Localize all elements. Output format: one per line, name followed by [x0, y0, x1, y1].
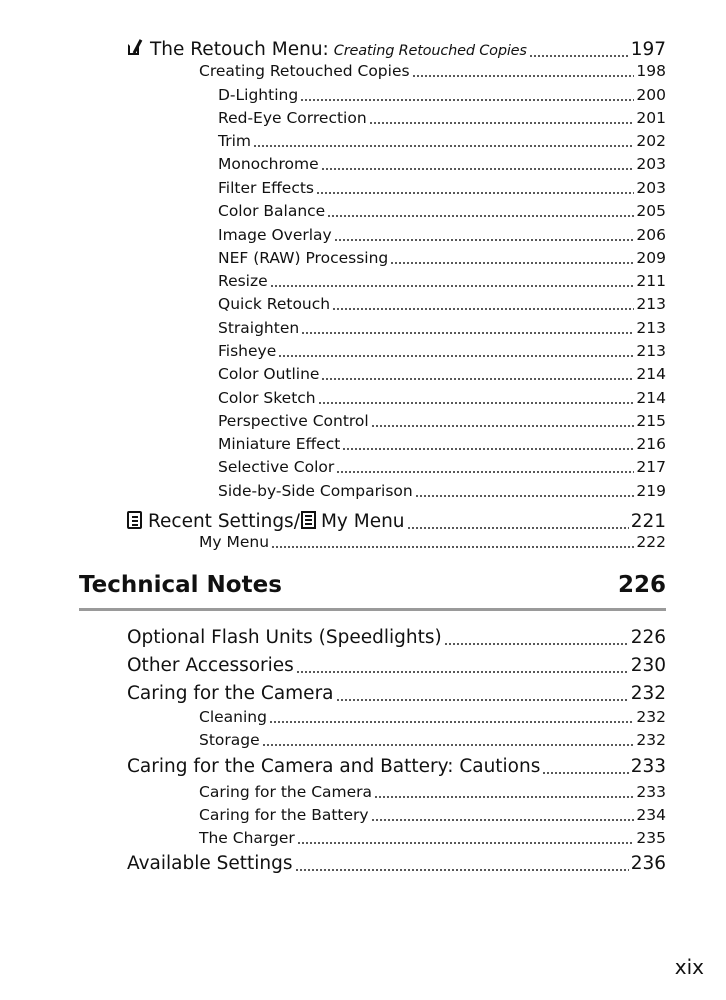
- toc-entry-page: 235: [636, 829, 666, 847]
- toc-entry-page: 233: [630, 756, 666, 777]
- toc-entry-title: Storage: [199, 731, 260, 749]
- toc-entry[interactable]: [218, 181, 666, 197]
- toc-entry[interactable]: [218, 321, 666, 337]
- toc-entry-page: 217: [636, 458, 666, 476]
- dot-leader: [327, 215, 634, 217]
- toc-entry-page: 213: [636, 295, 666, 313]
- toc-entry-title: Filter Effects: [218, 179, 314, 197]
- toc-entry[interactable]: [199, 785, 666, 801]
- toc-entry-page: 206: [636, 226, 666, 244]
- dot-leader: [278, 355, 634, 357]
- toc-entry-title: Miniature Effect: [218, 435, 341, 453]
- dot-leader: [415, 495, 635, 497]
- toc-entry[interactable]: [218, 484, 666, 500]
- dot-leader: [369, 122, 635, 124]
- toc-entry-page: 232: [630, 683, 666, 704]
- toc-entry-title: Perspective Control: [218, 412, 369, 430]
- toc-entry[interactable]: [127, 855, 666, 874]
- toc-entry[interactable]: [218, 367, 666, 383]
- dot-leader: [262, 744, 635, 746]
- dot-leader: [371, 819, 635, 821]
- page-folio: xix: [674, 955, 704, 979]
- toc-entry-page: 215: [636, 412, 666, 430]
- retouch-menu-icon: [127, 40, 144, 57]
- toc-entry-page: 213: [636, 319, 666, 337]
- dot-leader: [336, 471, 634, 473]
- toc-entry[interactable]: [199, 831, 666, 847]
- toc-entry-page: 216: [636, 435, 666, 453]
- toc-entry-title: Straighten: [218, 319, 300, 337]
- dot-leader: [342, 448, 634, 450]
- toc-entry[interactable]: [218, 414, 666, 430]
- toc-entry-title: Fisheye: [218, 342, 277, 360]
- toc-entry[interactable]: [127, 38, 666, 60]
- toc-entry[interactable]: [218, 111, 666, 127]
- toc-entry-page: 200: [636, 86, 666, 104]
- toc-entry-title: Cleaning: [199, 708, 267, 726]
- toc-entry[interactable]: [199, 535, 666, 551]
- dot-leader: [529, 55, 629, 57]
- toc-entry-page: 197: [630, 39, 666, 60]
- toc-entry-page: 219: [636, 482, 666, 500]
- toc-entry-title: Quick Retouch: [218, 295, 331, 313]
- dot-leader: [407, 527, 629, 529]
- dot-leader: [412, 75, 635, 77]
- toc-entry-page: 213: [636, 342, 666, 360]
- toc-entry[interactable]: [218, 157, 666, 173]
- toc-entry-title: Caring for the Camera: [199, 783, 373, 801]
- section-title: Technical Notes: [79, 572, 282, 598]
- toc-entry-page: 214: [636, 389, 666, 407]
- toc-entry-title: D-Lighting: [218, 86, 299, 104]
- toc-entry-page: 221: [630, 511, 666, 532]
- dot-leader: [390, 262, 634, 264]
- dot-leader: [269, 721, 634, 723]
- dot-leader: [318, 402, 635, 404]
- toc-entry-title: Selective Color: [218, 458, 335, 476]
- dot-leader: [444, 643, 629, 645]
- toc-entry-page: 232: [636, 708, 666, 726]
- toc-entry[interactable]: [218, 88, 666, 104]
- dot-leader: [374, 796, 634, 798]
- toc-entry-page: 202: [636, 132, 666, 150]
- toc-entry-title: Monochrome: [218, 155, 319, 173]
- recent-icon-line: [132, 520, 138, 522]
- section-rule: [79, 608, 666, 611]
- my-menu-icon: [301, 511, 316, 529]
- toc-entry[interactable]: [218, 228, 666, 244]
- dot-leader: [295, 869, 629, 871]
- dot-leader: [296, 671, 629, 673]
- toc-entry-title: The Charger: [199, 829, 295, 847]
- toc-entry-title: Trim: [218, 132, 251, 150]
- toc-entry-page: 198: [636, 62, 666, 80]
- toc-entry-title: The Retouch Menu:: [150, 39, 329, 60]
- toc-entry-title: Red-Eye Correction: [218, 109, 367, 127]
- toc-entry[interactable]: [218, 391, 666, 407]
- toc-entry[interactable]: [218, 251, 666, 267]
- toc-entry-page: 209: [636, 249, 666, 267]
- toc-entry[interactable]: [199, 733, 666, 749]
- toc-entry-title: Image Overlay: [218, 226, 332, 244]
- toc-entry-title: Other Accessories: [127, 655, 294, 676]
- toc-entry[interactable]: [127, 629, 666, 648]
- dot-leader: [321, 168, 635, 170]
- toc-entry[interactable]: [199, 808, 666, 824]
- toc-entry[interactable]: [218, 297, 666, 313]
- toc-entry-page: 234: [636, 806, 666, 824]
- toc-entry-title: My Menu: [199, 533, 270, 551]
- toc-entry-title: Recent Settings/: [148, 511, 300, 532]
- dot-leader: [253, 145, 634, 147]
- my-menu-icon-line: [305, 519, 312, 521]
- toc-entry-title: Color Outline: [218, 365, 320, 383]
- dot-leader: [334, 239, 635, 241]
- toc-entry[interactable]: [127, 509, 666, 532]
- dot-leader: [321, 378, 634, 380]
- toc-entry-title: Caring for the Battery: [199, 806, 369, 824]
- dot-leader: [316, 192, 634, 194]
- dot-leader: [271, 546, 634, 548]
- toc-entry-page: 211: [636, 272, 666, 290]
- toc-entry-page: 226: [630, 627, 666, 648]
- toc-entry-page: 201: [636, 109, 666, 127]
- toc-entry[interactable]: [218, 134, 666, 150]
- toc-entry[interactable]: [127, 758, 666, 777]
- toc-entry-title: Creating Retouched Copies: [199, 62, 410, 80]
- toc-entry-title: Color Sketch: [218, 389, 316, 407]
- toc-entry-title-2: My Menu: [320, 511, 405, 532]
- section-heading[interactable]: [79, 572, 666, 598]
- recent-icon-line: [132, 524, 138, 526]
- dot-leader: [300, 99, 634, 101]
- toc-entry-title: Caring for the Camera and Battery: Cautions: [127, 756, 541, 777]
- toc-entry-title: Side-by-Side Comparison: [218, 482, 413, 500]
- my-menu-icon-line: [305, 523, 312, 525]
- my-menu-icon-line: [305, 515, 312, 517]
- toc-entry[interactable]: [218, 204, 666, 220]
- toc-entry[interactable]: [218, 460, 666, 476]
- toc-entry-page: 232: [636, 731, 666, 749]
- section-page: 226: [617, 572, 666, 598]
- toc-entry[interactable]: [127, 685, 666, 704]
- dot-leader: [270, 285, 635, 287]
- toc-entry-page: 236: [630, 853, 666, 874]
- toc-entry-page: 205: [636, 202, 666, 220]
- toc-entry[interactable]: [218, 437, 666, 453]
- toc-entry[interactable]: [218, 344, 666, 360]
- toc-entry-page: 203: [636, 155, 666, 173]
- dot-leader: [542, 772, 628, 774]
- toc-entry-title: Available Settings: [127, 853, 293, 874]
- toc-entry[interactable]: [218, 274, 666, 290]
- toc-entry-subtitle: Creating Retouched Copies: [333, 43, 527, 59]
- toc-entry-title: Optional Flash Units (Speedlights): [127, 627, 442, 648]
- toc-entry[interactable]: [127, 657, 666, 676]
- toc-entry[interactable]: [199, 710, 666, 726]
- recent-icon-line: [132, 516, 138, 518]
- toc-entry-page: 203: [636, 179, 666, 197]
- toc-entry-page: 233: [636, 783, 666, 801]
- dot-leader: [336, 699, 629, 701]
- dot-leader: [301, 332, 634, 334]
- toc-entry-title: Color Balance: [218, 202, 326, 220]
- toc-entry-page: 214: [636, 365, 666, 383]
- toc-entry[interactable]: [199, 64, 666, 80]
- dot-leader: [332, 308, 634, 310]
- toc-entry-page: 222: [636, 533, 666, 551]
- toc-entry-page: 230: [630, 655, 666, 676]
- toc-entry-title: Resize: [218, 272, 268, 290]
- toc-entry-title: Caring for the Camera: [127, 683, 334, 704]
- recent-settings-icon: [127, 511, 142, 529]
- dot-leader: [371, 425, 635, 427]
- dot-leader: [297, 842, 635, 844]
- toc-entry-title: NEF (RAW) Processing: [218, 249, 389, 267]
